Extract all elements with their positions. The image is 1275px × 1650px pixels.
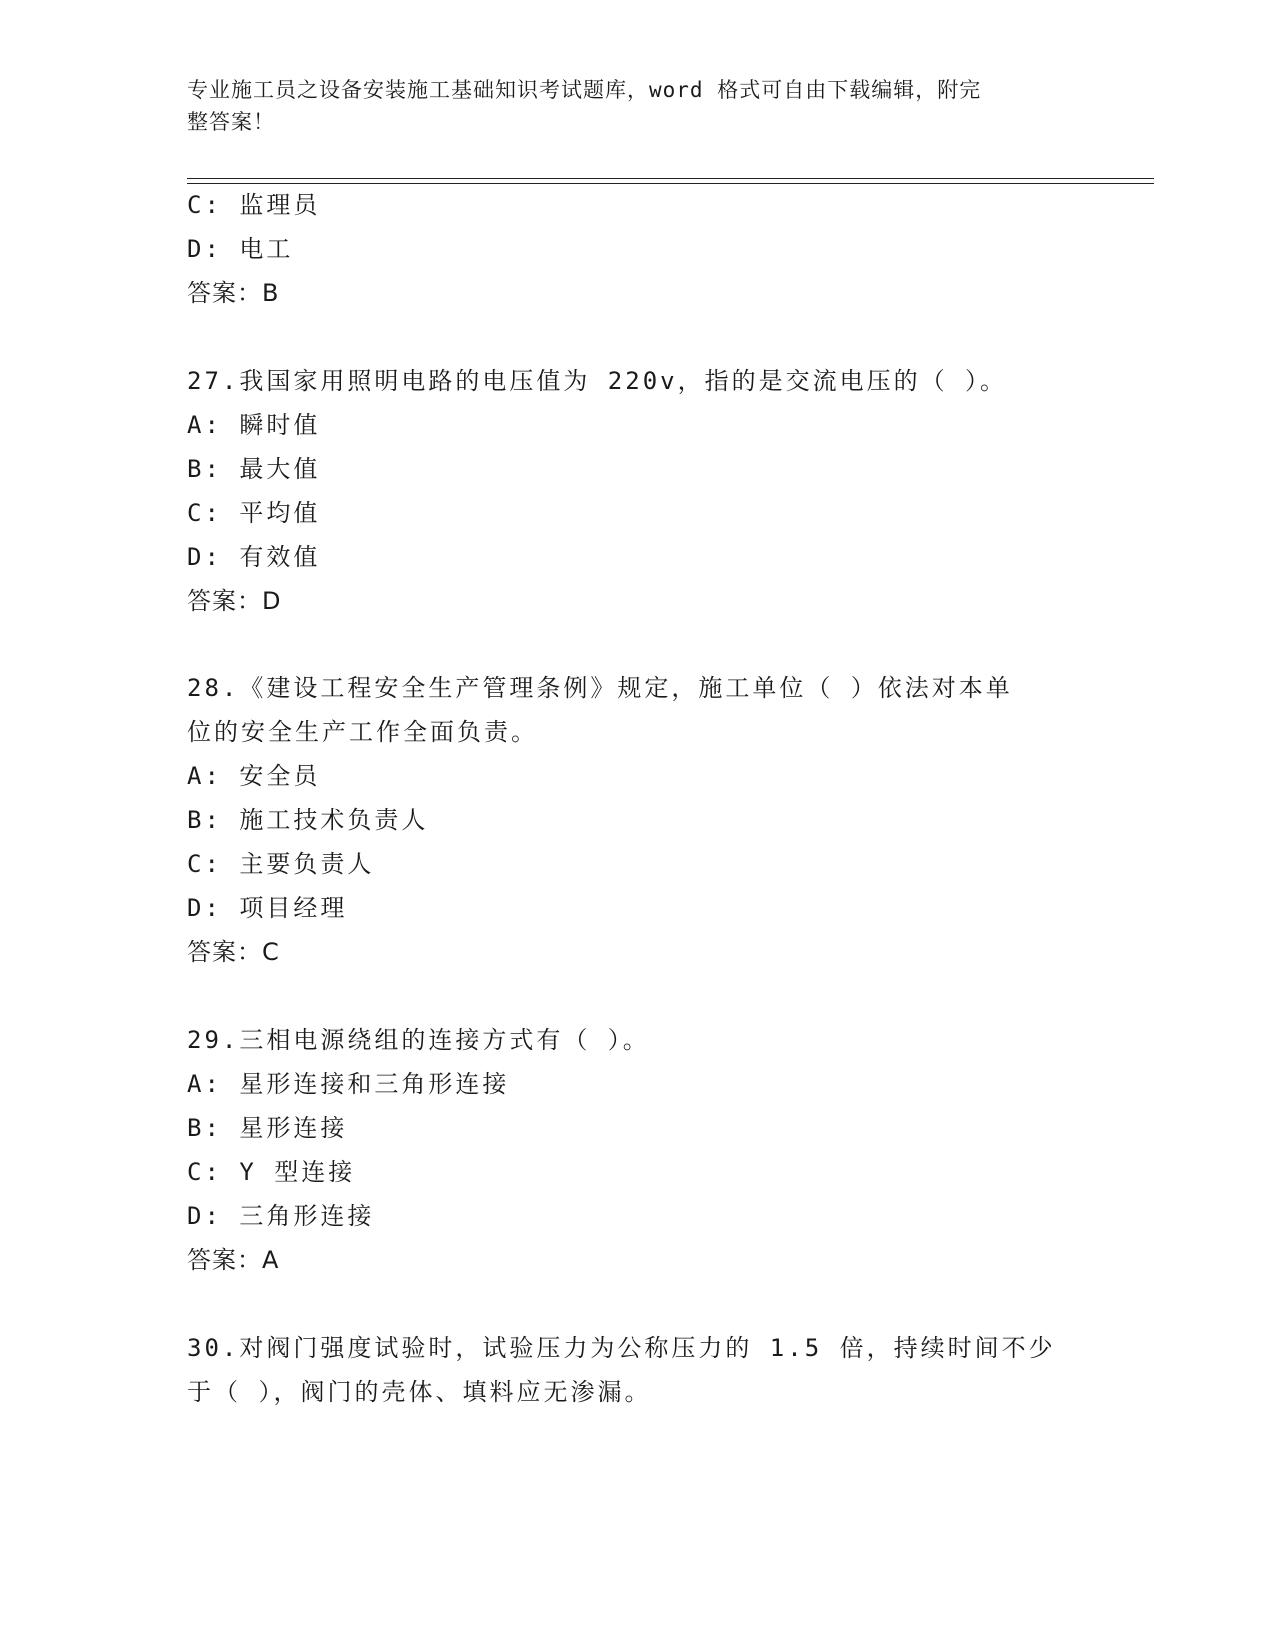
q30-stem-line-2: 于（ ），阀门的壳体、填料应无渗漏。 — [187, 1378, 652, 1406]
q29-option-d: D: 三角形连接 — [187, 1202, 375, 1230]
q29-answer: 答案：A — [187, 1246, 280, 1274]
q28-stem-line-2: 位的安全生产工作全面负责。 — [187, 718, 538, 746]
q27-option-b: B: 最大值 — [187, 455, 321, 483]
q26-answer: 答案：B — [187, 279, 280, 307]
header-line-2: 整答案！ — [187, 110, 275, 134]
q26-option-d: D: 电工 — [187, 235, 294, 263]
q29-option-b: B: 星形连接 — [187, 1114, 348, 1142]
q28-answer: 答案：C — [187, 938, 280, 966]
q28-option-d: D: 项目经理 — [187, 894, 348, 922]
header-divider-top — [187, 178, 1154, 179]
q27-option-c: C: 平均值 — [187, 499, 321, 527]
q30-stem-line-1: 30.对阀门强度试验时，试验压力为公称压力的 1.5 倍，持续时间不少 — [187, 1334, 1056, 1362]
q28-stem-line-1: 28.《建设工程安全生产管理条例》规定，施工单位（ ）依法对本单 — [187, 674, 1013, 702]
header-divider-bottom — [187, 183, 1154, 184]
q28-option-a: A: 安全员 — [187, 762, 321, 790]
q28-option-c: C: 主要负责人 — [187, 850, 375, 878]
header-line-1: 专业施工员之设备安装施工基础知识考试题库，word 格式可自由下载编辑，附完 — [187, 78, 982, 102]
q28-option-b: B: 施工技术负责人 — [187, 806, 429, 834]
q27-option-a: A: 瞬时值 — [187, 411, 321, 439]
q29-option-a: A: 星形连接和三角形连接 — [187, 1070, 510, 1098]
q29-option-c: C: Y 型连接 — [187, 1158, 356, 1186]
q26-option-c: C: 监理员 — [187, 191, 321, 219]
q27-stem: 27.我国家用照明电路的电压值为 220v，指的是交流电压的（ ）。 — [187, 367, 1008, 395]
q29-stem: 29.三相电源绕组的连接方式有（ ）。 — [187, 1026, 650, 1054]
q27-option-d: D: 有效值 — [187, 543, 321, 571]
q27-answer: 答案：D — [187, 587, 282, 615]
document-header — [187, 74, 1067, 138]
